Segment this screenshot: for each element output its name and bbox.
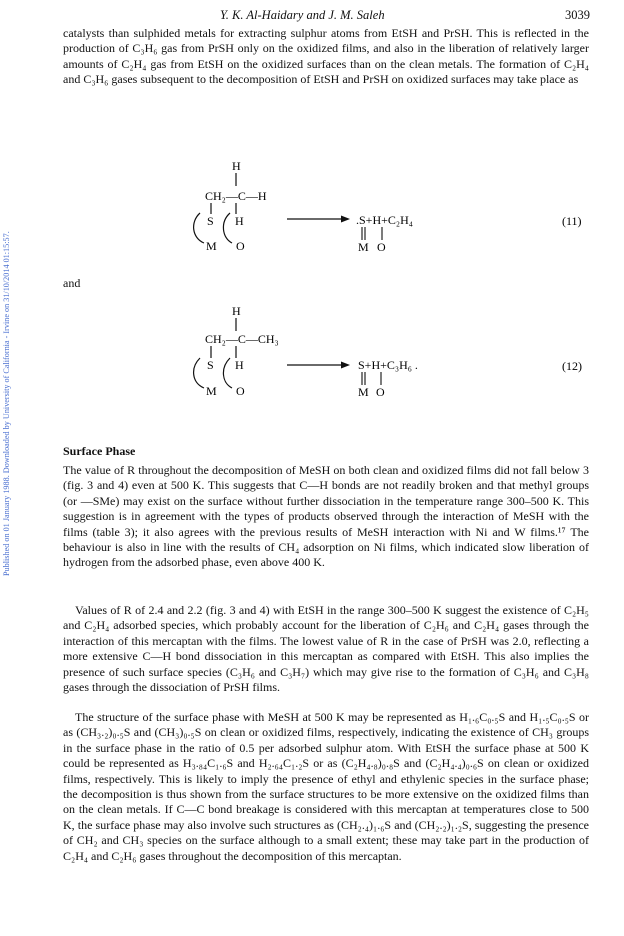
eq12-top-h: H (232, 304, 241, 318)
eq12-product-o: O (376, 385, 385, 399)
eq11-top-h: H (232, 159, 241, 173)
eq12-arrow-s-m (194, 358, 204, 388)
eq11-o: O (236, 239, 245, 253)
section-heading: Surface Phase (63, 444, 136, 458)
eq11-h: H (235, 214, 244, 228)
connector-and: and (63, 276, 81, 290)
eq11-s: S (207, 214, 214, 228)
paragraph-1: catalysts than sulphided metals for extracting sulphur atoms from EtSH and PrSH. This is reflected in the production of C₃H₆ gas from PrSH only on the oxidized films, and also in the liberation of relatively larger amounts of C₂H₄ gas from EtSH on the oxidized surfaces than on the clean metals. The formation of C₂H₄ and C₃H₆ gases subsequent to the decomposition of EtSH and PrSH on oxidized surfaces may take place as (63, 26, 589, 87)
download-watermark: Published on 01 January 1988. Downloaded by University of California - Irvine on 31/10/2014 01:15:57. (2, 231, 11, 576)
eq12-h: H (235, 358, 244, 372)
eq12-o: O (236, 384, 245, 398)
paragraph-4: The structure of the surface phase with MeSH at 500 K may be represented as H₁.₆C₀.₅S and H₁.₅C₀.₅S or as (CH₃.₂)₀.₅S and (CH₃)₀.₅S on clean or oxidized films, respectively, indicating the existence of CH₃ groups in the surface phase in the ratio of 0.5 per adsorbed sulphur atom. With EtSH the surface phase at 500 K could be represented as H₃.₈₄C₁.₆S and H₂.₆₄C₁.₂S or as (C₂H₄.₈)₀.₈S and (C₂H₄.₄)₀.₆S on clean or oxidized films, respectively. This is likely to imply the presence of ethyl and ethylenic species in the surface phase; the decomposition is thus shown from the surface structures to be more extensive on the oxidized films than on the clean metals. If C—C bond breakage is considered with this mercaptan at temperatures close to 500 K, the surface phase may also involve such structures as (CH₂.₄)₁.₆S and (CH₂.₂)₁.₂S, suggesting the presence of CH₂ and CH₃ species on the surface although to a small extent; these may take part in the production of C₂H₄ and C₂H₆ gases throughout the decomposition of this mercaptan. (63, 710, 589, 863)
eq11-reactant-row: CH₂—C—H (205, 189, 267, 203)
eq11-product-m: M (358, 240, 369, 254)
eq11-number: (11) (562, 214, 582, 228)
paragraph-2: The value of R throughout the decomposition of MeSH on both clean and oxidized films did not fall below 3 (fig. 3 and 4) even at 500 K. This suggests that C—H bonds are not readily broken and that methyl groups (or —SMe) may exist on the surface without further dissociation in the temperature range 300–500 K. This suggestion is in agreement with the types of products observed through the interaction of MeSH with the films (table 3); it also agrees with the previous results of MeSH interaction with Ni and W films.¹⁷ The behaviour is also in line with the results of CH₄ adsorption on Ni films, which indicated slow liberation of hydrogen from the adsorbed phase, even above 400 K. (63, 463, 589, 570)
page-number: 3039 (565, 8, 590, 22)
paragraph-3: Values of R of 2.4 and 2.2 (fig. 3 and 4) with EtSH in the range 300–500 K suggest the existence of C₂H₅ and C₂H₄ adsorbed species, which probably account for the liberation of C₂H₆ and C₂H₄ gases through the interaction of this mercaptan with the films. The lowest value of R in the case of PrSH was 2.0, reflecting a more extensive C—H bond dissociation in this mercaptan as compared with EtSH. This also implies the presence of such surface species (C₃H₆ and C₃H₇) which may give rise to the formation of C₃H₆ and C₃H₈ gases through the dissociation of PrSH films. (63, 603, 589, 695)
eq12-arrow-h-o (223, 358, 232, 388)
eq11-m: M (206, 239, 217, 253)
header-authors: Y. K. Al-Haidary and J. M. Saleh (220, 8, 385, 22)
eq12-product-row: S+H+C₃H₆ . (358, 358, 418, 372)
eq12-number: (12) (562, 359, 582, 373)
eq12-s: S (207, 358, 214, 372)
eq11-product-row: .S+H+C₂H₄ (356, 213, 413, 227)
eq12-product-m: M (358, 385, 369, 399)
eq11-product-o: O (377, 240, 386, 254)
eq12-m: M (206, 384, 217, 398)
eq12-reactant-row: CH₂—C—CH₃ (205, 332, 279, 346)
eq12-arrowhead (341, 362, 350, 369)
